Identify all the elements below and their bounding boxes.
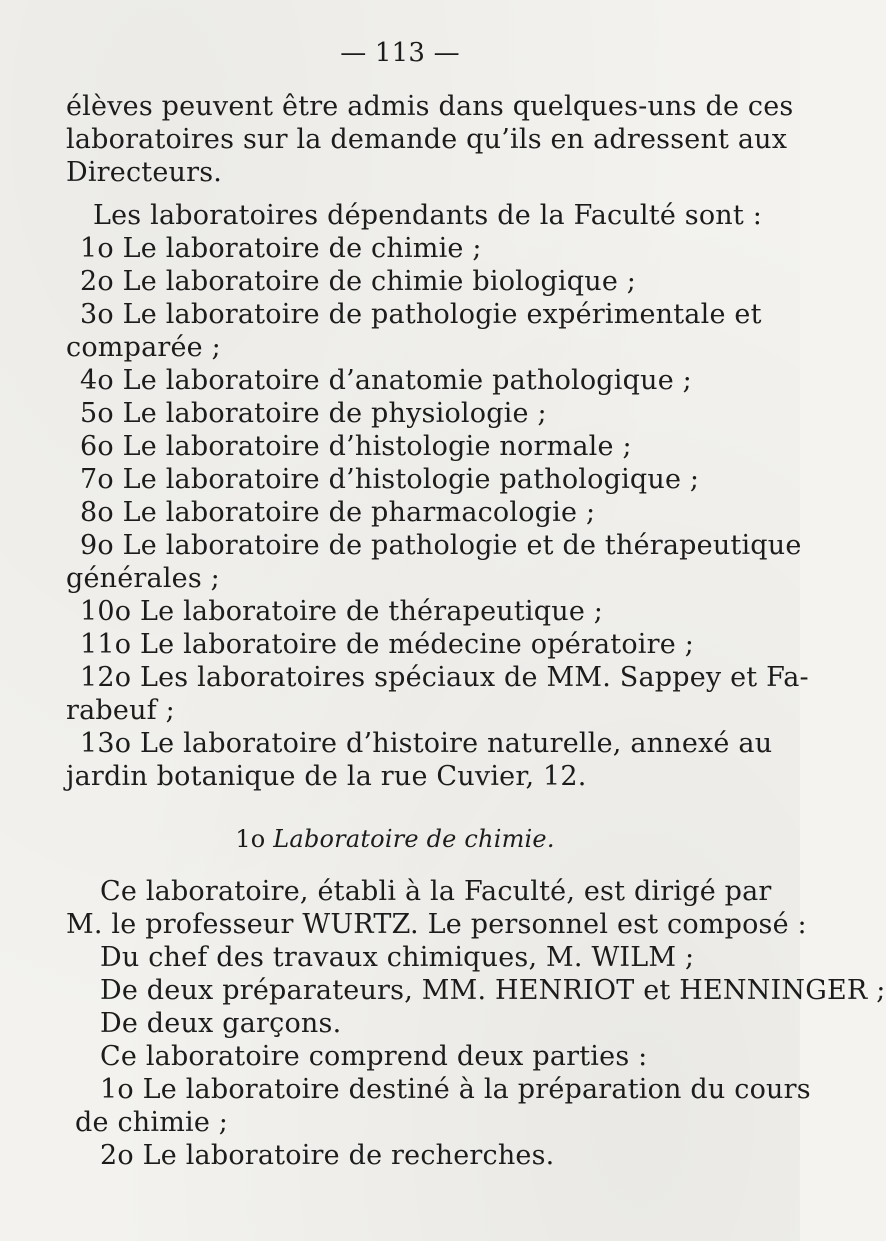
- text-line: laboratoires sur la demande qu’ils en adressent aux: [66, 124, 788, 155]
- list-item: 7o Le laboratoire d’histologie pathologique ;: [80, 464, 700, 495]
- list-item-continuation: jardin botanique de la rue Cuvier, 12.: [66, 761, 587, 792]
- text-line: M. le professeur WURTZ. Le personnel est composé :: [66, 909, 807, 940]
- text-line: Ce laboratoire, établi à la Faculté, est dirigé par: [100, 876, 772, 907]
- text-line: élèves peuvent être admis dans quelques-uns de ces: [66, 91, 794, 122]
- text-line: De deux garçons.: [100, 1008, 342, 1039]
- list-item: 5o Le laboratoire de physiologie ;: [80, 398, 547, 429]
- list-item-continuation: générales ;: [66, 563, 220, 594]
- section-heading: [0, 823, 790, 855]
- list-item: 4o Le laboratoire d’anatomie pathologique ;: [80, 365, 692, 396]
- list-item: 10o Le laboratoire de thérapeutique ;: [80, 596, 604, 627]
- list-item-continuation: de chimie ;: [75, 1107, 229, 1138]
- list-item-continuation: comparée ;: [66, 332, 221, 363]
- list-item: 3o Le laboratoire de pathologie expérimentale et: [80, 299, 762, 330]
- list-item: 8o Le laboratoire de pharmacologie ;: [80, 497, 596, 528]
- list-item: 2o Le laboratoire de chimie biologique ;: [80, 266, 637, 297]
- list-item: 11o Le laboratoire de médecine opératoire ;: [80, 629, 694, 660]
- section-number: 1o: [235, 825, 266, 853]
- list-item: 1o Le laboratoire destiné à la préparation du cours: [100, 1074, 811, 1105]
- section-title: Laboratoire de chimie.: [273, 825, 555, 853]
- list-item: 13o Le laboratoire d’histoire naturelle, annexé au: [80, 728, 773, 759]
- text-line: Les laboratoires dépendants de la Faculté sont :: [93, 200, 763, 231]
- text-line: Directeurs.: [66, 157, 223, 188]
- list-item: 9o Le laboratoire de pathologie et de thérapeutique: [80, 530, 802, 561]
- text-line: Du chef des travaux chimiques, M. WILM ;: [100, 942, 695, 973]
- text-line: Ce laboratoire comprend deux parties :: [100, 1041, 648, 1072]
- text-line: De deux préparateurs, MM. HENRIOT et HENNINGER ;: [100, 975, 886, 1006]
- list-item: 12o Les laboratoires spéciaux de MM. Sappey et Fa-: [80, 662, 809, 693]
- list-item: 1o Le laboratoire de chimie ;: [80, 233, 482, 264]
- list-item: 2o Le laboratoire de recherches.: [100, 1140, 555, 1171]
- list-item: 6o Le laboratoire d’histologie normale ;: [80, 431, 632, 462]
- list-item-continuation: rabeuf ;: [66, 695, 175, 726]
- page-number: — 113 —: [340, 38, 460, 68]
